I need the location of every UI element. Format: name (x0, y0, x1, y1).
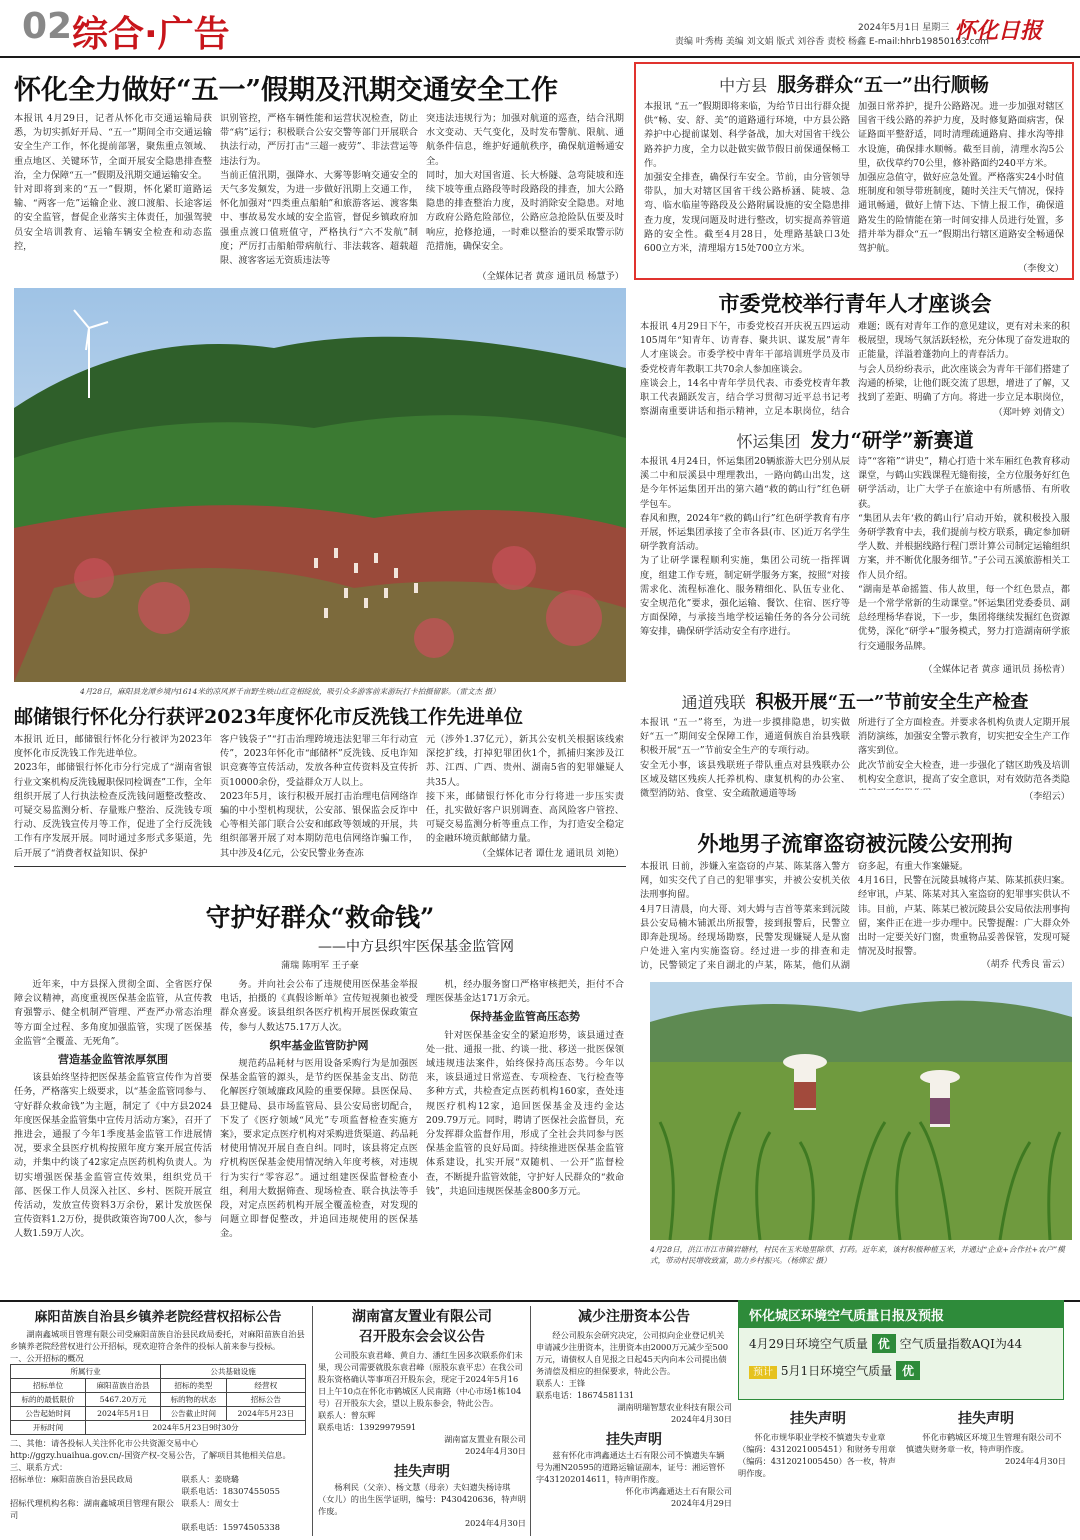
ad-lost-seal-sanitation (906, 1408, 1066, 1534)
headline-text: 发力“研学”新赛道 (810, 428, 974, 452)
ad-capital-reduction (536, 1306, 732, 1536)
ad-lost-title: 挂失声明 (958, 1411, 1014, 1427)
headline-text: 服务群众“五一”出行顺畅 (777, 74, 989, 96)
editors-line: 责编 叶秀梅 美编 刘文娟 版式 刘谷香 责校 杨鑫 E-mail:hhrb19850163.com (675, 37, 989, 47)
article-zhongfang-col2: 加强日常养护，提升公路路况。进一步加强对辖区国省干线公路的养护力度，及时修复路面病害，保证路面平整舒适，同时清理疏通路肩、排水沟等排水设施，确保排水顺畅。截至目前，清理水沟5公里，砍伐草约70公里，修补路面约240平方米。 加强应急值守，做好应急处置。严格落实24小时值班制度和领导带班制度，随时关注天气情况，保持通讯畅通，做好上情下达、下情上报工作，确保道路发生的险情能在第一时间安排人员进行处置，多措并举为群众“五一”假期出行辖区道路安全畅通保驾护航。 (858, 101, 1064, 255)
table-cell: 麻阳苗族自治县 (86, 1379, 161, 1393)
ad-lost-text: 怀化市规华职业学校不慎遗失专业章（编码：4312021005451）和财务专用章（编码：4312021005450）各一枚，特声明作废。 (738, 1432, 896, 1478)
air-forecast-label: 5月1日环境空气质量 (780, 1364, 893, 1378)
ad-tender-sec1: 一、公开招标的概况 (10, 1353, 84, 1363)
article-zhongfang-col1: 本报讯 “五一”假期即将来临，为给节日出行群众提供“畅、安、舒、美”的道路通行环境，中方县公路养护中心提前谋划、科学备战，加大对国省干线公路养护力度，全力以赴做实做节假日前保通保畅工作。 加强安全排查，确保行车安全。节前，由分管领导带队，加大对辖区国省干线公路桥涵、陡坡、急弯、临水临崖等路段及公路附属设施的安全隐患排查力度，发现问题及时进行整改，切实提高养管道路的安全性。截至4月28日，处理路基缺口3处600立方米，清理塌方15处700立方米。 (644, 101, 850, 255)
article-traffic-col2: 识别管控，严格车辆性能和运营状况检查，防止带“病”运行；积极联合公安交警等部门开展联合执法行动，严厉打击“三超一疲劳”、非法营运等违法行为。 当前正值汛期，强降水、大雾等影响交通安全的天气多发频发，为进一步做好汛期上交通工作，怀化加强对“四类重点船舶”和旅游客运、渡客集中、事故易发水域的安全监管，督促乡镇政府加强重点渡口值班值守，严格执行“六不发航”制度；严厉打击船舶带病航行、非法载客、超载超限、渡客客运无资质违法等 (220, 113, 418, 267)
article-huaiyun-col2: 诗”“客箱”“讲史”，精心打造十米车厢红色教育移动课堂，与鹤山实践课程无缝衔接，全方位服务好红色研学活动，让广大学子在旅途中有所感悟、有所收获。 “集团从去年‘救的鹤山行’启动开始，就积极投入服务研学教育中去，我们提前与校方联系，确定参加研学人数、并根据线路行程门票计算公司制定运输组织方案，并不断优化服务细节。”子公司五溪旅游相关工作人员介绍。 “湖南是革命摇篮、伟人故里，每一个红色景点，都是一个常学常新的生动课堂。”怀运集团党委委员、副总经理杨华春说，下一步，集团将继续发掘红色资源优势，深化“研学+”服务模式，努力打造湖南研学旅行交通服务品牌。 (858, 456, 1070, 652)
ad-capital-date: 2024年4月30日 (670, 1414, 732, 1424)
ad-capital-sign: 湖南明瑞智慧农业科技有限公司 (617, 1402, 732, 1412)
article-medical-para: 该县始终坚持把医保基金监管宣传作为首要任务，严格落实上级要求，以“基金监管同参与、守好群众救命钱”为主题，制定了《中方县2024年度医保基金监管集中宣传月活动方案》，召开了推进会，通报了今年1季度基金监管工作进展情况，要求全县医疗机构按照年度方案开展宣传活动，并集中约谈了42家定点医药机构负责人。为切实增强医保基金监管宣传效果，组织党员干部、医保工作人员深入社区、乡村、医院开展宣传活动，发放宣传资料3万余份，累计发放医保宣传资料1.2万份，提供政策咨询700人次，参与人数1.59万人次。 (14, 1072, 212, 1240)
headline-tongdao-safety (640, 688, 1070, 714)
ad-lost-text: 兹有怀化市鸿鑫通达土石有限公司不慎遗失车辆号为湘N20595的道路运输证副本，证号：湘运管怀字431202014611，特声明作废。 (536, 1450, 725, 1484)
article-theft-col2: 窃多起，有重大作案嫌疑。 4月16日，民警在沅陵县城将卢某、陈某抓获归案。经审讯，卢某、陈某对其入室盗窃的犯罪事实供认不讳。目前，卢某、陈某已被沅陵县公安局依法刑事拘留，案件正在进一步办理中。民警提醒：广大群众外出时一定要关好门窗，贵重物品妥善保管，发现可疑情况及时报警。 (858, 861, 1070, 958)
ad-meeting-phone: 联系电话：13929979591 (318, 1422, 417, 1432)
headline-theft-case: 外地男子流窜盗窃被沅陵公安刑拘 (697, 831, 1013, 856)
table-cell: 所属行业 (11, 1365, 161, 1379)
headline-tag: 中方县 (719, 76, 768, 95)
air-today-label: 4月29日环境空气质量 (749, 1337, 868, 1351)
article-bank-col2: 客户钱袋子”“打击治理跨境违法犯罪三年行动宣传”，2023年怀化市“邮储杯”反洗钱、反电诈知识竞赛等宣传活动，发放各种宣传资料及宣传折页10000余份，受益群众万人以上。 2023年5月，该行积极开展打击治理电信网络诈骗的中小型机构现状，公安部、银保监会反诈中心等相关部门联合公安和邮政等领域的开展，共组织部署开展了对本期防范电信网络诈骗工作，其中涉及4亿元，公安民警业务查冻 (220, 734, 418, 859)
ad-tender-sec2: 二、其他：请各投标人关注怀化市公共资源交易中心 http://ggzy.huaihua.gov.cn/-国资产权-交易公告，了解项目其他相关信息。 (10, 1438, 291, 1460)
ad-lost-title: 挂失声明 (606, 1432, 662, 1448)
headline-zhongfang-roads (644, 70, 1064, 97)
subheadline-medical: ——中方县织牢医保基金监管网 (318, 939, 514, 955)
headline-party-school: 市委党校举行青年人才座谈会 (718, 291, 992, 316)
article-party-col2: 难题；既有对青年工作的意见建议，更有对未来的积极展望，现场气氛活跃轻松，充分体现了奋发进取的正能量，洋溢着蓬勃向上的青春活力。 与会人员纷纷表示，此次座谈会为青年干部们搭建了沟通的桥梁，让他们既交流了思想，增进了了解，又找到了差距、明确了方向。将进一步立足本职岗位， (858, 321, 1070, 404)
article-medical-subhead: 营造基金监管浓厚氛围 (58, 1053, 168, 1067)
ad-meeting-contact: 联系人：曾东辉 (318, 1410, 376, 1420)
ad-tender-notice (10, 1306, 306, 1536)
article-medical-para: 务。并向社会公布了违规使用医保基金举报电话，拍摄的《真假诊断单》宣传短视频也被受群众喜爱。该县组织各医疗机构开展医保政策宣传，参与人数达75.17万人次。 (220, 979, 418, 1033)
article-tongdao-byline: （李绍云） (1024, 791, 1070, 802)
ad-lost-date: 2024年4月30日 (464, 1518, 526, 1528)
article-traffic-byline: （全媒体记者 黄彦 通讯员 杨慧予） (477, 271, 624, 282)
table-cell: 招标公告 (226, 1393, 305, 1407)
photo-azalea-hill (14, 288, 626, 682)
headline-postal-bank: 邮储银行怀化分行获评2023年度怀化市反洗钱工作先进单位 (14, 706, 523, 728)
ad-tender-contacts (10, 1473, 306, 1533)
headline-huaiyun-study (640, 424, 1070, 453)
article-huaiyun-col1: 本报讯 4月24日，怀运集团20辆旅游大巴分别从辰溪二中和辰溪县中理理教出，一路向鹤山出发，这是今年怀运集团开出的第六趟“救的鹤山行”红色研学包车。 春风和煦，2024年“救的鹤山行”红色研学教育有序开展，怀运集团承接了全市各县(市、区)近万名学生研学教育活动。 为了让研学课程顺利实施，集团公司统一指挥调度，组建工作专班，制定研学服务方案，按照“对接需求化、流程标准化、服务精细化、队伍专业化、安全规范化”要求，强化运输、餐饮、住宿、医疗等方面保障，与承接当地学校运输任务的各分公司统筹安排，确保研学活动安全有序进行。 (640, 456, 850, 638)
headline-traffic-safety: 怀化全力做好“五一”假期及汛期交通安全工作 (14, 75, 559, 106)
air-quality-forecast (739, 1359, 1063, 1382)
page-section-name: 综合·广告 (72, 14, 230, 55)
article-theft-byline: （胡乔 代秀良 雷云） (981, 959, 1070, 970)
photo-azalea-caption: 4月28日，麻阳县龙潭乡境内1614米的凉风界千亩野生映山红竞相绽放，吸引众多游客前来游玩打卡拍摄留影。（雷文杰 摄） (80, 687, 500, 696)
article-traffic-col3: 突违法违规行为；加强对航道的巡查，结合汛期水文变动、天气变化，及时发布警航、限航、通航条件信息，维护好通航秩序，确保航道畅通安全。 同时，加大对国省道、长大桥隧、急弯陡坡和连续下坡等重点路段等时段路段的排查，加大公路隐患的排查整治力度，及时消除安全隐患。对地方政府公路危险部位，公路应急抢险队伍要及时响应，抢修抢通，一时难以整治的要采取警示防范措施，确保安全。 (426, 113, 624, 252)
ad-capital-title: 减少注册资本公告 (578, 1309, 690, 1325)
contact-line: 联系人：姜晓璐 (181, 1474, 239, 1484)
table-cell: 招标单位 (11, 1379, 86, 1393)
newspaper-logo: 怀化日报 (954, 18, 1043, 44)
divider-line (14, 866, 626, 867)
article-tongdao-col1: 本报讯 “五一”将至，为进一步摸排隐患，切实做好“五一”期间安全保障工作，通道侗族自治县残联积极开展“五一”节前安全生产的专项行动。 安全无小事，该县残联班子带队重点对县残联办公区域及辖区残疾人托养机构、康复机构的办公室、微型消防站、食堂、安全疏散通道等场 (640, 717, 850, 800)
article-party-byline: （郑叶婷 刘倩文） (993, 407, 1070, 418)
table-cell: 公告起始时间 (11, 1407, 86, 1421)
table-cell: 招标的类型 (161, 1379, 227, 1393)
air-quality-box (738, 1300, 1064, 1400)
photo-cornfield-drawing (650, 982, 1072, 1240)
table-cell: 2024年5月1日 (86, 1407, 161, 1421)
article-medical-subhead: 织牢基金监管防护网 (269, 1038, 369, 1052)
table-cell: 公告截止时间 (161, 1407, 227, 1421)
contact-line: 联系电话：18307455055 (181, 1486, 280, 1496)
issue-date: 2024年5月1日 星期三 (858, 23, 950, 33)
air-aqi-label: 空气质量指数AQI为44 (899, 1337, 1023, 1351)
table-cell: 标的物的状态 (161, 1393, 227, 1407)
ad-capital-text: 经公司股东会研究决定，公司拟向企业登记机关申请减少注册资本，注册资本由2000万元减少至500万元，请债权人自见报之日起45天内向本公司提出债务清偿及相应的担保要求，特此公告。 (536, 1330, 729, 1376)
headline-tag: 通道残联 (681, 693, 746, 712)
article-medical-para: 近年来，中方县探入贯彻全面、全省医疗保障会议精神，高度重视医保基金监管，从宣传教育强警示、健全机制严管理、严查严办常态治理等方面全过程、多角度加强监管，实现了医保基金监管“全覆盖、无死角”。 (14, 979, 212, 1047)
contact-line (10, 1521, 182, 1533)
contact-line: 招标单位：麻阳苗族自治县民政局 (10, 1474, 133, 1484)
ad-tender-sec3: 三、联系方式： (10, 1462, 68, 1472)
article-bank-col3: 元（涉外1.37亿元），新其公安机关根据该线索深挖扩线，打掉犯罪团伙1个，抓捕归案涉及江苏、江西、广西、贵州、湖南5省的犯罪嫌疑人共35人。 接下来，邮储银行怀化市分行将进一步压实责任，扎实做好客户识别调查、高风险客户管控、可疑交易监测分析等重点工作，为打造安全稳定的金融环境贡献邮储力量。 (426, 734, 624, 845)
table-cell: 开标时间 (11, 1421, 86, 1435)
ad-lost-title: 挂失声明 (394, 1464, 450, 1480)
article-party-col1: 本报讯 4月29日下午，市委党校召开庆祝五四运动105周年“知青年、访青春、聚共识、谋发展”青年人才座谈会。市委学校中青年干部培训班学员及市委党校青年教职工共70余人参加座谈会。 座谈会上，14名中青年学员代表、市委党校青年教职工代表踊跃发言，结合学习贯彻习近平总书记考察湖南重要讲话和指示精神，立足本职岗位，结合 (640, 321, 850, 418)
ad-lost-title: 挂失声明 (790, 1411, 846, 1427)
article-medical-col3 (426, 978, 624, 1294)
ad-meeting-text: 公司股东袁君峰、黄自力、潘红生因多次联系你们未果，现公司需要就股东袁君峰（原股东袁平忠）在我公司股东资格确认等事项召开股东会，现定于2024年5月16日上午10点在怀化市鹤城区人民南路（中心市场1栋104号）召开股东大会，望以上股东参会，特此公告。 (318, 1350, 523, 1408)
article-medical-subhead: 保持基金监管高压态势 (470, 1010, 580, 1024)
ad-capital-contact: 联系人：王锋 (536, 1378, 586, 1388)
ad-tender-text: 湖南鑫城项目管理有限公司受麻阳苗族自治县民政局委托，对麻阳苗族自治县乡镇养老院经营权进行公开招标，现欢迎符合条件的投标人前来参与投标。 (10, 1329, 305, 1351)
headline-medical-insurance: 守护好群众“救命钱” (205, 903, 435, 932)
table-cell: 2024年5月23日9时30分 (86, 1421, 306, 1435)
ad-lost-sign: 怀化市鸿鑫通达土石有限公司 (625, 1486, 732, 1496)
ad-lost-text: 杨利民（父亲）、杨文慧（母亲）夫妇遗失杨诗琪（女儿）的出生医学证明，编号：P430420636，特声明作废。 (318, 1482, 526, 1516)
table-cell: 公共基础设施 (161, 1365, 306, 1379)
table-cell: 经营权 (226, 1379, 305, 1393)
ad-meeting-sign: 湖南富友置业有限公司 (444, 1434, 526, 1444)
ad-tender-title: 麻阳苗族自治县乡镇养老院经营权招标公告 (34, 1310, 282, 1325)
air-today-badge: 优 (872, 1334, 896, 1353)
article-traffic-col1: 本报讯 4月29日，记者从怀化市交通运输局获悉，为切实抓好开局、“五一”期间全市交通运输安全生产工作，怀化提前部署，聚焦重点领域、重点地区、关键环节，全面开展安全隐患排查整治，全力保障“五一”假期及汛期交通运输安全。 针对即将到来的“五一”假期，怀化紧盯道路运输、“两客一危”运输企业、渡口渡船、长途客运的安全监管，督促企业落实主体责任，加强驾驶员安全培训教育、运输车辆安全检查和动态监控， (14, 113, 212, 252)
contact-line (10, 1485, 182, 1497)
ad-lost-seal-school (738, 1408, 898, 1534)
ad-meeting-title2: 召开股东会会议公告 (359, 1329, 485, 1345)
article-bank-byline: （全媒体记者 谭仕龙 通讯员 刘艳） (477, 848, 624, 859)
article-medical-para: 针对医保基金安全的紧迫形势，该县通过查处一批、通报一批、约谈一批、移送一批医保领域违规违法案件，始终保持高压态势。今年以来，该县通过日常巡查、专项检查、飞行检查等多种方式，共检查定点医药机构160家，查处违规医疗机构12家，追回医保基金及违约金达209.79万元。同时，聘请了医保社会监督员，充分发挥群众监督作用，形成了全社会共同参与医保基金监管的良好局面。持续推进医保基金监管体系建设，扎实开展“双随机、一公开”监督检查，不断提升监管效能，守护好人民群众的“救命钱”，共追回违规医保基金800多万元。 (426, 1029, 624, 1197)
contact-line: 联系人：周女士 (181, 1498, 239, 1508)
article-tongdao-col2: 所进行了全方面检查。并要求各机构负责人定期开展消防演练，加强安全警示教育，切实把安全生产工作落实到位。 此次节前安全大检查，进一步强化了辖区助残及培训机构安全意识，提高了安全意识，对有效防范各类隐 (858, 717, 1070, 785)
article-medical-para: 机，经办服务窗口严格审核把关，拒付不合理医保基金达171万余元。 (426, 979, 624, 1005)
air-quality-title: 怀化城区环境空气质量日报及预报 (739, 1301, 1063, 1328)
ad-lost-date: 2024年4月29日 (670, 1498, 732, 1508)
ad-lost-text: 怀化市鹤城区环境卫生管理有限公司不慎遗失财务章一枚，特声明作废。 (906, 1432, 1062, 1454)
article-theft-col1: 本报讯 日前，涉嫌入室盗窃的卢某、陈某落入警方网，如实交代了自己的犯罪事实，并被公安机关依法刑事拘留。 4月7日清晨，向大哥、刘大姆与吉首等菜来到沅陵县公安局楠木铺派出所报警，接到报警后，民警立即奔赴现场。经现场勘察，民警发现嫌疑人是从窗户处进入室内实施盗窃。经过进一步的排查和走访，民警锁定了来自湖北的卢某，陈某，他们从湖 (640, 861, 850, 972)
headline-text: 积极开展“五一”节前安全生产检查 (755, 692, 1029, 713)
contact-line: 联系电话：15974505338 (181, 1522, 280, 1532)
ad-separator (312, 1306, 313, 1536)
page-number: 02 (22, 6, 73, 47)
article-bank-col1: 本报讯 近日，邮储银行怀化分行被评为2023年度怀化市反洗钱工作先进单位。 2023年，邮储银行怀化市分行完成了“湖南省银行业文案机构反洗钱履职保同检调查”工作，全年组织开展了人行执法检查反洗钱问题整改整改、可疑交易监测分析、存量账户整治、反洗钱专项行动、反洗钱宣传月等工作，促进了全行反洗钱工作有序发展开展。同时通过多形式多渠道，先后开展了“消费者权益知识、保护 (14, 734, 212, 859)
ad-meeting-date: 2024年4月30日 (464, 1446, 526, 1456)
headline-tag: 怀运集团 (736, 432, 801, 451)
table-cell: 5467.20万元 (86, 1393, 161, 1407)
air-forecast-tag: 预计 (749, 1366, 777, 1379)
contact-line: 招标代理机构名称：湖南鑫城项目管理有限公司 (10, 1498, 174, 1520)
table-cell: 标的的最低限价 (11, 1393, 86, 1407)
ad-separator (530, 1306, 531, 1536)
ad-capital-phone: 联系电话：18674581131 (536, 1390, 635, 1400)
air-quality-today (739, 1328, 1063, 1359)
table-cell: 2024年5月23日 (226, 1407, 305, 1421)
photo-cornfield (650, 982, 1072, 1240)
article-zhongfang-byline: （李俊文） (1018, 263, 1064, 274)
ad-meeting-title1: 湖南富友置业有限公司 (352, 1309, 492, 1325)
ad-lost-date: 2024年4月30日 (1004, 1456, 1066, 1466)
photo-cornfield-caption: 4月28日，洪江市江市镇岩塘村，村民在玉米地里除草、打药。近年来，该村积极种植玉米，并通过“企业+合作社+农户”模式，带动村民增收致富，助力乡村振兴。（杨绑宏 摄） (650, 1245, 1065, 1265)
ad-shareholder-meeting (318, 1306, 526, 1536)
article-medical-col1 (14, 978, 212, 1294)
article-medical-col2 (220, 978, 418, 1294)
air-forecast-badge: 优 (896, 1361, 920, 1380)
article-huaiyun-byline: （全媒体记者 黄彦 通讯员 扬松青） (923, 664, 1070, 675)
article-medical-authors: 蒲瑞 陈明军 王子豪 (281, 961, 359, 971)
photo-azalea-hill-drawing (14, 288, 626, 682)
ad-tender-table (10, 1364, 306, 1435)
article-medical-para: 规范药品耗材与医用设备采购行为是加强医保基金监管的源头，是节约医保基金支出、防范化解医疗领域廉政风险的重要保障。县医保局、县卫健局、县市场监管局、县公安局密切配合，下发了《医疗领域“风光”专项监督检查实施方案》，要求定点医疗机构对采购进货渠道、药品耗材使用情况开展自查自纠。同时，该县将定点医疗机构医保基金使用情况纳入年度考核，对违规行为实行“零容忍”。通过组建医保监督检查小组，利用大数据筛查、现场检查、联合执法等手段，对定点医药机构开展全覆盖检查，对发现的问题立即督促整改，并追回违规使用的医保基金。 (220, 1058, 418, 1240)
